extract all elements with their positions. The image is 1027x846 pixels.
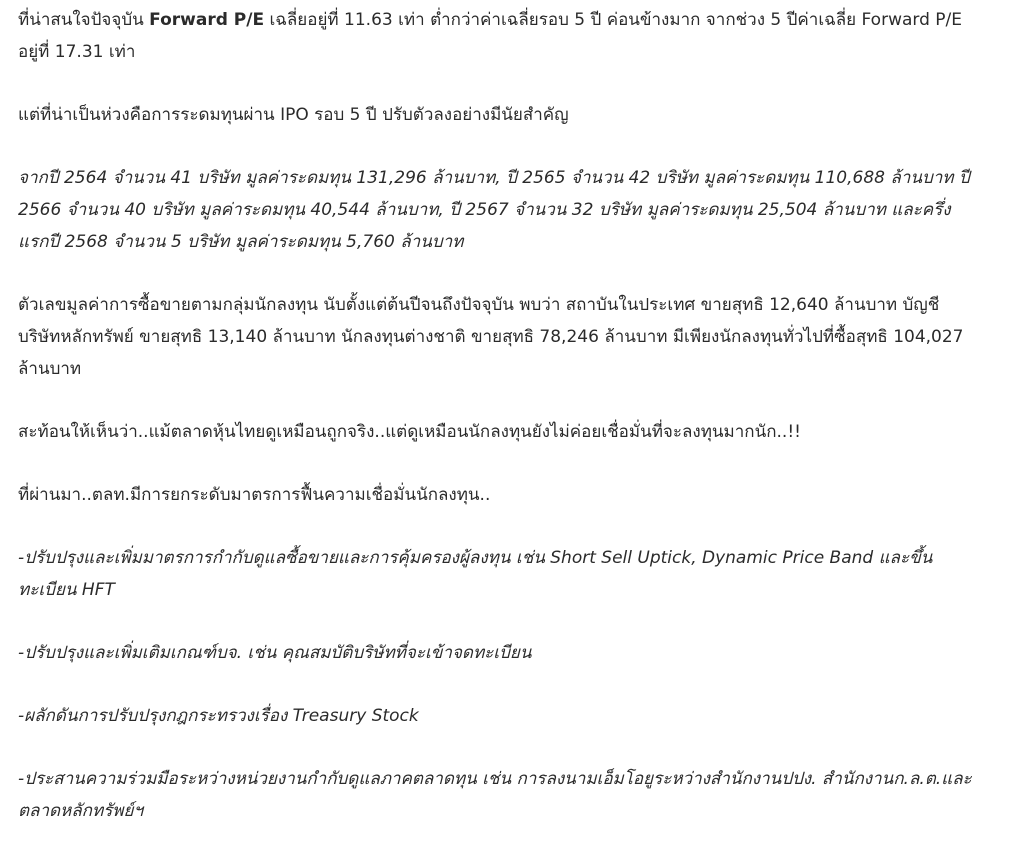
paragraph-reflection: สะท้อนให้เห็นว่า..แม้ตลาดหุ้นไทยดูเหมือนถูกจริง..แต่ดูเหมือนนักลงทุนยังไม่ค่อยเชื่อมั่นที่จะลงทุนมากนัก..!! (18, 422, 801, 442)
paragraph-set-measures-intro: ที่ผ่านมา..ตลท.มีการยกระดับมาตรการฟื้นความเชื่อมั่นนักลงทุน.. (18, 485, 491, 505)
paragraph-investor-flows: ตัวเลขมูลค่าการซื้อขายตามกลุ่มนักลงทุน นับตั้งแต่ต้นปีจนถึงปัจจุบัน พบว่า สถาบันในประเทศ ขายสุทธิ 12,640 ล้านบาท บัญชีบริษัทหลักทรัพย์ ขายสุทธิ 13,140 ล้านบาท นักลงทุนต่างชาติ ขายสุทธิ 78,246 ล้านบาท มีเพียงนักลงทุนทั่วไปที่ซื้อสุทธิ 104,027 ล้านบาท (18, 295, 964, 379)
paragraph-ipo-concern: แต่ที่น่าเป็นห่วงคือการระดมทุนผ่าน IPO รอบ 5 ปี ปรับตัวลงอย่างมีนัยสำคัญ (18, 105, 569, 125)
list-item-cooperation: -ประสานความร่วมมือระหว่างหน่วยงานกำกับดูแลภาคตลาดทุน เช่น การลงนามเอ็มโอยูระหว่างสำนักงานปปง. สำนักงานก.ล.ต.และตลาดหลักทรัพย์ฯ (18, 769, 972, 821)
paragraph-forward-pe (18, 4, 978, 68)
list-item-listing-criteria: -ปรับปรุงและเพิ่มเติมเกณฑ์บจ. เช่น คุณสมบัติบริษัทที่จะเข้าจดทะเบียน (18, 643, 532, 663)
list-item-trading-measures: -ปรับปรุงและเพิ่มมาตรการกำกับดูแลซื้อขายและการคุ้มครองผู้ลงทุน เช่น Short Sell Uptick, Dynamic Price Band และขึ้นทะเบียน HFT (18, 548, 933, 600)
bold-term-forward-pe: Forward P/E (149, 10, 265, 30)
paragraph-text: เฉลี่ยอยู่ที่ 11.63 เท่า ต่ำกว่าค่าเฉลี่ยรอบ 5 ปี ค่อนข้างมาก จากช่วง 5 ปีค่าเฉลี่ย Forward P/E อยู่ที่ 17.31 เท่า (18, 10, 962, 62)
list-item-treasury-stock: -ผลักดันการปรับปรุงกฎกระทรวงเรื่อง Treasury Stock (18, 706, 419, 726)
paragraph-text: ที่น่าสนใจปัจจุบัน (18, 10, 150, 30)
paragraph-ipo-figures: จากปี 2564 จำนวน 41 บริษัท มูลค่าระดมทุน 131,296 ล้านบาท, ปี 2565 จำนวน 42 บริษัท มูลค่าระดมทุน 110,688 ล้านบาท ปี 2566 จำนวน 40 บริษัท มูลค่าระดมทุน 40,544 ล้านบาท, ปี 2567 จำนวน 32 บริษัท มูลค่าระดมทุน 25,504 ล้านบาท และครึ่งแรกปี 2568 จำนวน 5 บริษัท มูลค่าระดมทุน 5,760 ล้านบาท (18, 168, 970, 252)
